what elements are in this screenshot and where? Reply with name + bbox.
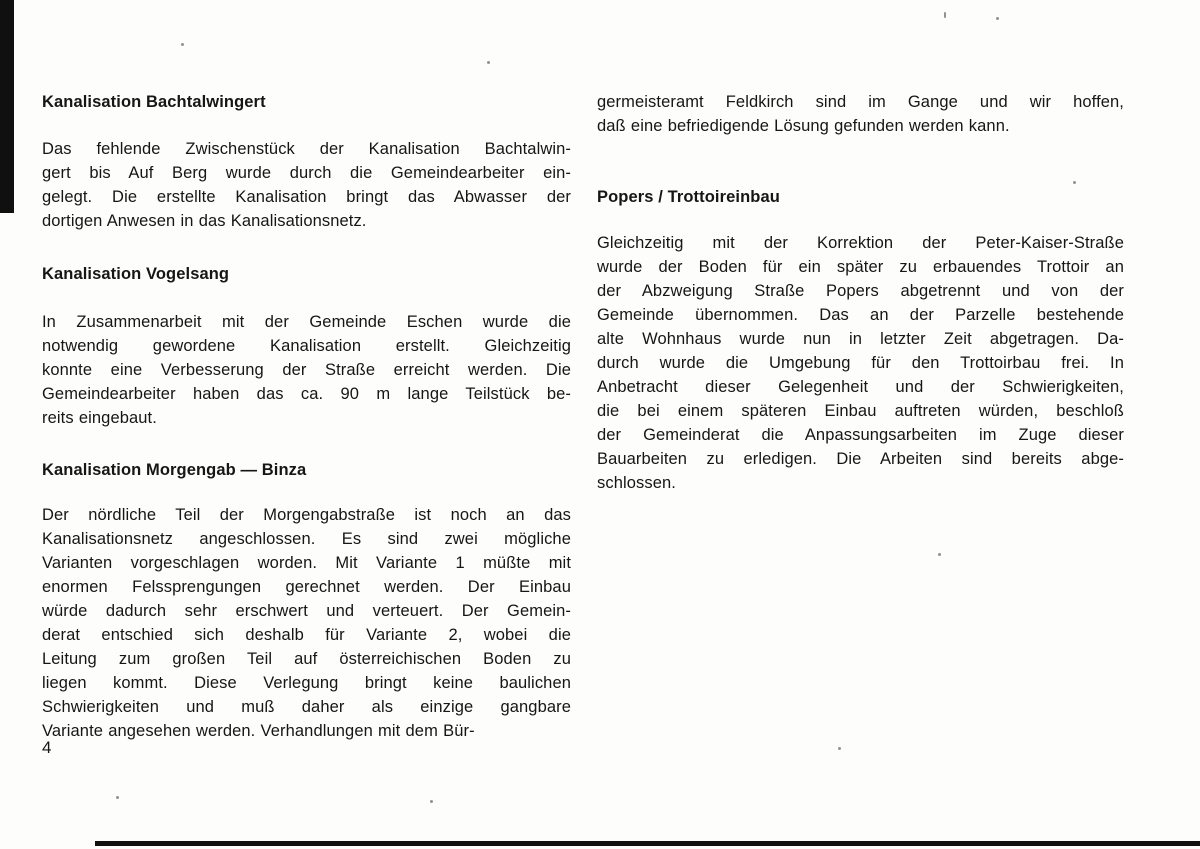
scan-speck: [116, 796, 119, 799]
text-line: schlossen.: [597, 474, 676, 492]
page-number: 4: [42, 738, 52, 757]
text-line: die bei einem späteren Einbau auftreten würden, beschloß: [597, 402, 1124, 420]
text-line: gert bis Auf Berg wurde durch die Gemeindearbeiter ein-: [42, 164, 571, 182]
text-line: würde dadurch sehr erschwert und verteuert. Der Gemein-: [42, 602, 571, 620]
text-line: Der nördliche Teil der Morgengabstraße ist noch an das: [42, 506, 571, 524]
text-line: der Abzweigung Straße Popers abgetrennt und von der: [597, 282, 1124, 300]
text-line: Gleichzeitig mit der Korrektion der Peter-Kaiser-Straße: [597, 234, 1124, 252]
section-heading-popers-trottoireinbau: Popers / Trottoireinbau: [597, 188, 780, 206]
text-line: Variante angesehen werden. Verhandlungen mit dem Bür-: [42, 722, 475, 740]
scan-speck: [938, 553, 941, 556]
scan-speck: [838, 747, 841, 750]
text-line: Das fehlende Zwischenstück der Kanalisation Bachtalwin-: [42, 140, 571, 158]
text-line: daß eine befriedigende Lösung gefunden werden kann.: [597, 117, 1010, 135]
section-heading-bachtalwingert: Kanalisation Bachtalwingert: [42, 93, 266, 111]
paragraph-continuation: [597, 90, 1124, 138]
scan-artifact-left-bar: [0, 0, 14, 213]
text-line: Gemeinde übernommen. Das an der Parzelle bestehende: [597, 306, 1124, 324]
section-heading-vogelsang: Kanalisation Vogelsang: [42, 265, 230, 283]
text-line: Anbetracht dieser Gelegenheit und der Schwierigkeiten,: [597, 378, 1124, 396]
text-line: Varianten vorgeschlagen worden. Mit Variante 1 müßte mit: [42, 554, 571, 572]
text-line: liegen kommt. Diese Verlegung bringt keine baulichen: [42, 674, 571, 692]
text-line: der Gemeinderat die Anpassungsarbeiten im Zuge dieser: [597, 426, 1124, 444]
scan-speck: [430, 800, 433, 803]
scan-artifact-bottom-bar: [95, 841, 1200, 846]
paragraph-popers-trottoireinbau: [597, 231, 1124, 495]
text-line: gelegt. Die erstellte Kanalisation bringt das Abwasser der: [42, 188, 571, 206]
text-line: derat entschied sich deshalb für Variante 2, wobei die: [42, 626, 571, 644]
text-line: notwendig gewordene Kanalisation erstellt. Gleichzeitig: [42, 337, 571, 355]
text-line: enormen Felssprengungen gerechnet werden. Der Einbau: [42, 578, 571, 596]
text-line: konnte eine Verbesserung der Straße erreicht werden. Die: [42, 361, 571, 379]
paragraph-morgengab-binza: [42, 503, 571, 743]
text-line: Schwierigkeiten und muß daher als einzige gangbare: [42, 698, 571, 716]
section-heading-morgengab-binza: Kanalisation Morgengab — Binza: [42, 461, 307, 479]
text-line: In Zusammenarbeit mit der Gemeinde Eschen wurde die: [42, 313, 571, 331]
text-line: germeisteramt Feldkirch sind im Gange und wir hoffen,: [597, 93, 1124, 111]
text-line: reits eingebaut.: [42, 409, 157, 427]
text-line: Gemeindearbeiter haben das ca. 90 m lange Teilstück be-: [42, 385, 571, 403]
left-column: [42, 0, 571, 743]
text-line: durch wurde die Umgebung für den Trottoirbau frei. In: [597, 354, 1124, 372]
paragraph-bachtalwingert: [42, 137, 571, 233]
text-line: alte Wohnhaus wurde nun in letzter Zeit abgetragen. Da-: [597, 330, 1124, 348]
text-line: wurde der Boden für ein später zu erbauendes Trottoir an: [597, 258, 1124, 276]
text-line: Leitung zum großen Teil auf österreichischen Boden zu: [42, 650, 571, 668]
right-column: [597, 0, 1124, 495]
text-line: Bauarbeiten zu erledigen. Die Arbeiten sind bereits abge-: [597, 450, 1124, 468]
paragraph-vogelsang: [42, 310, 571, 430]
text-line: dortigen Anwesen in das Kanalisationsnetz.: [42, 212, 367, 230]
text-line: Kanalisationsnetz angeschlossen. Es sind zwei mögliche: [42, 530, 571, 548]
